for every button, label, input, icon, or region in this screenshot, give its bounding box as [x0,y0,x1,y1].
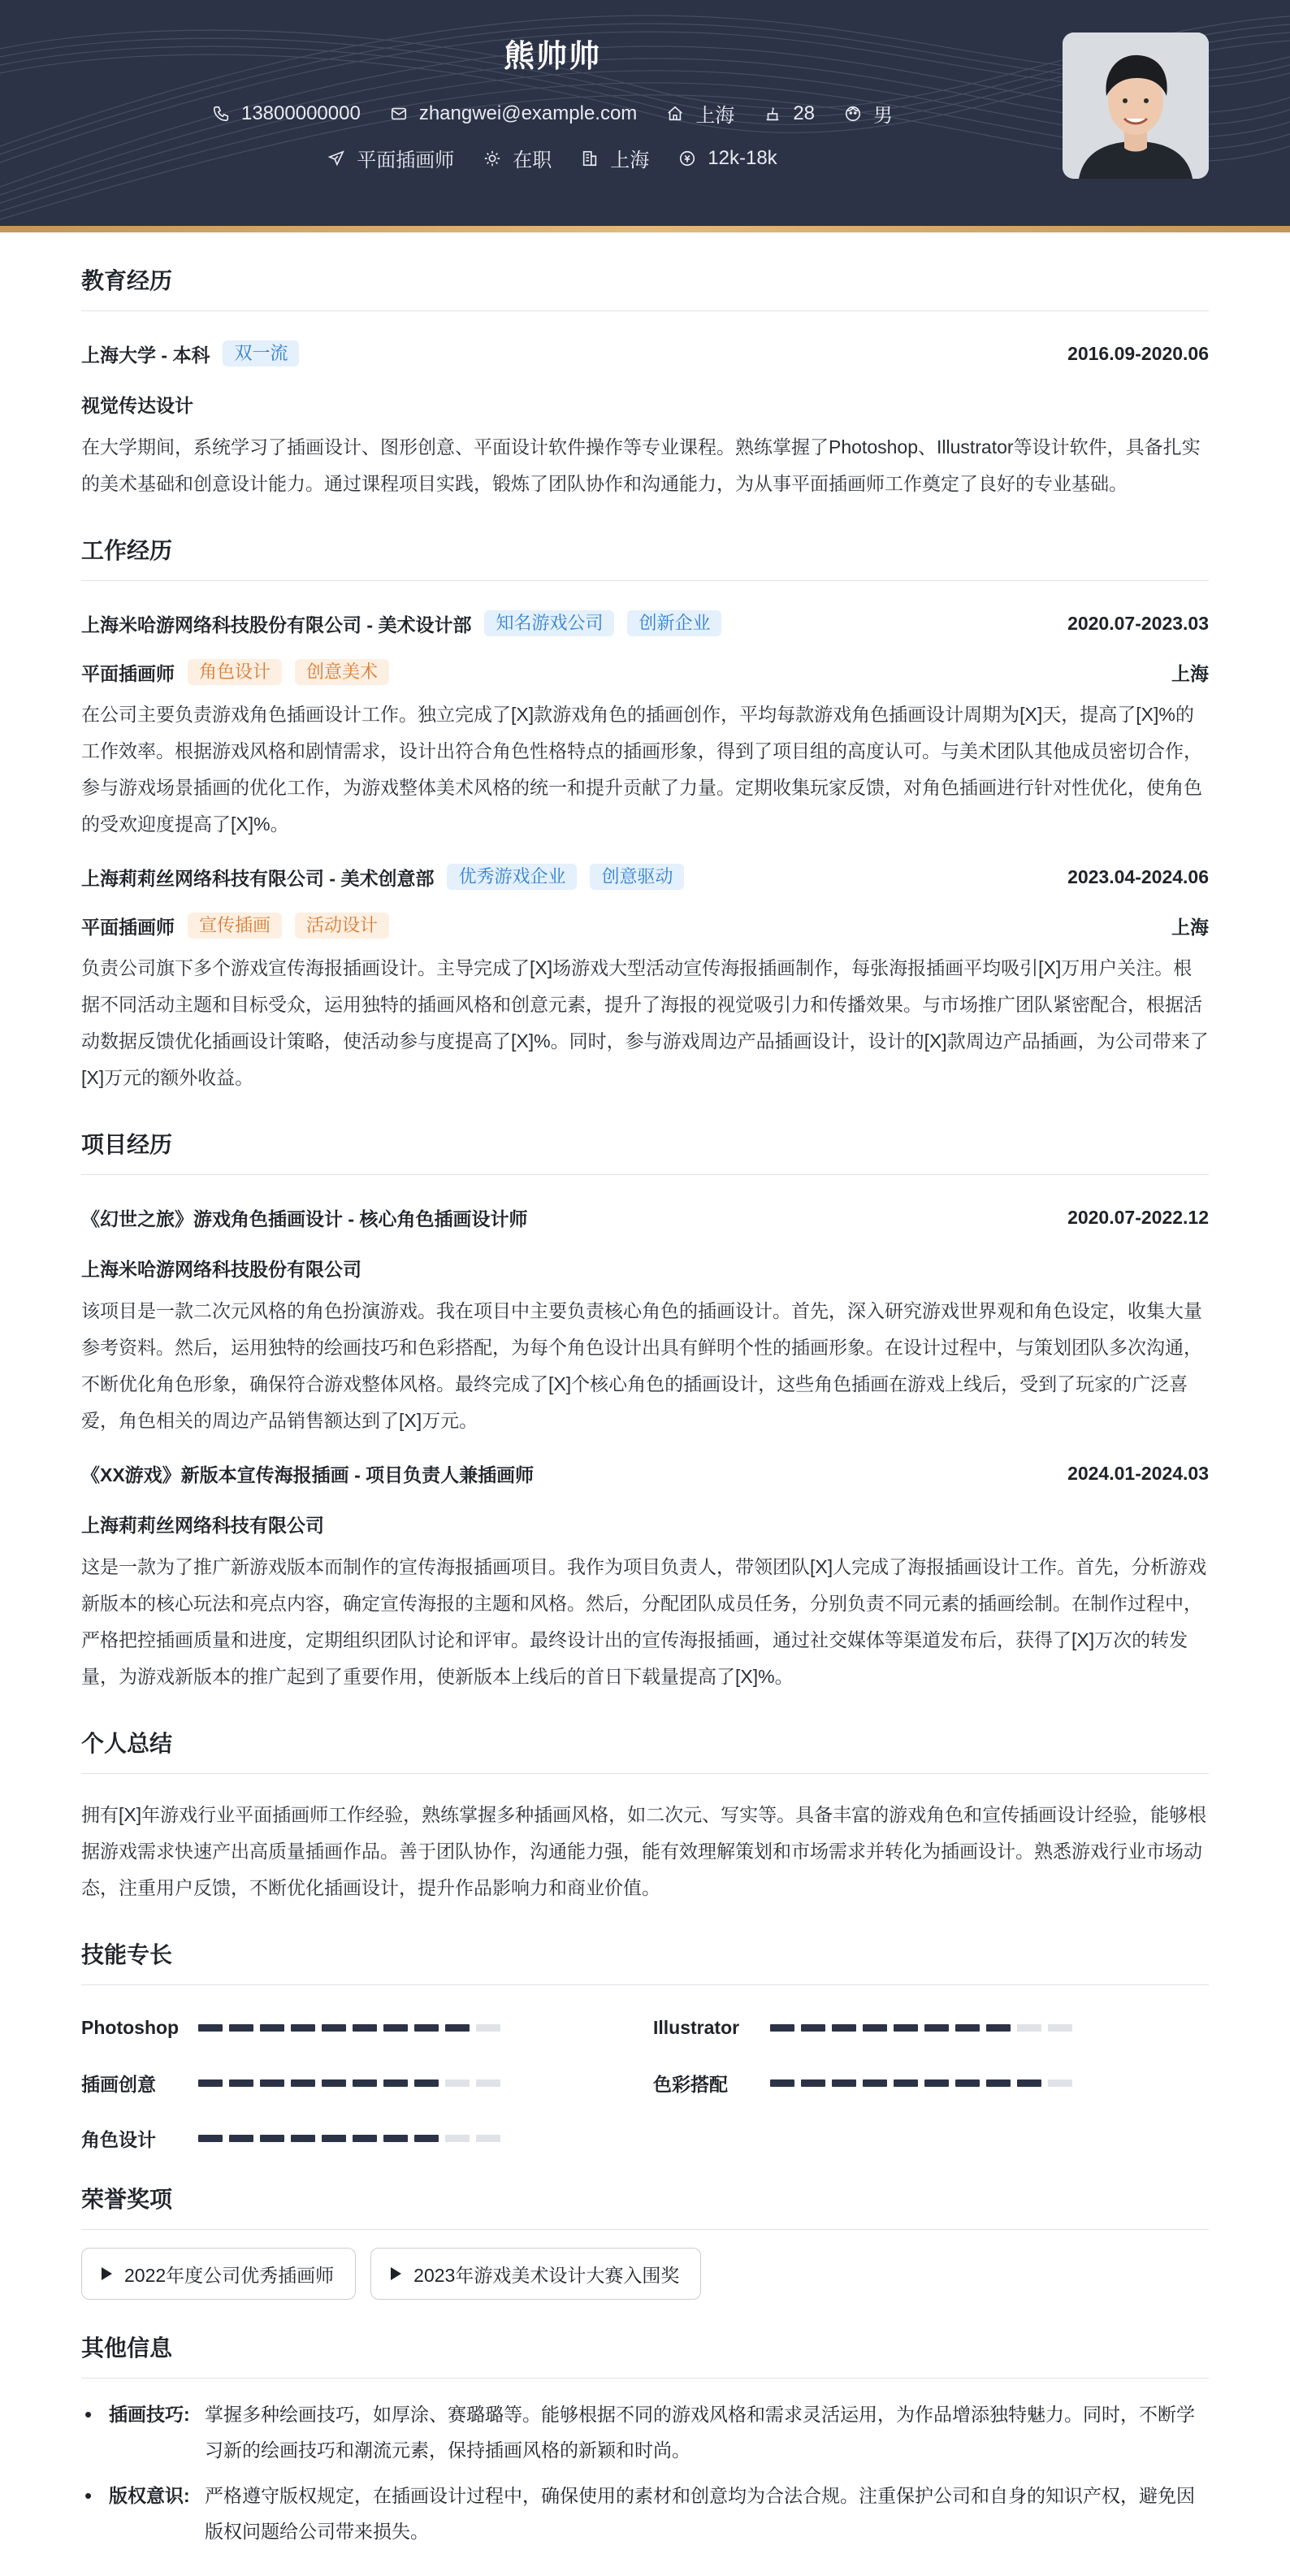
skill-segment-filled [894,2024,918,2032]
role-tag: 创意美术 [295,659,389,685]
skill-segment-filled [353,2079,377,2087]
job-role: 平面插画师 [81,916,175,938]
skills-section [81,1937,1209,2151]
section-title-summary: 个人总结 [81,1726,1209,1774]
age-icon [764,105,781,123]
skill-segment-filled [801,2024,825,2032]
skill-segment-filled [198,2135,223,2142]
work-date: 2023.04-2024.06 [1067,865,1209,887]
status-text: 在职 [513,150,552,171]
school-tag: 双一流 [223,340,299,366]
skill-segment-filled [353,2024,377,2032]
section-title-education: 教育经历 [81,263,1209,311]
project-date: 2020.07-2022.12 [1067,1206,1209,1228]
project-name: 《幻世之旅》游戏角色插画设计 - 核心角色插画设计师 [81,1208,528,1229]
skill-segment-filled [198,2079,223,2087]
skill-segment-filled [260,2079,284,2087]
skill-name: Illustrator [653,2016,740,2038]
skill-segment-filled [986,2024,1011,2032]
job-info-row [0,144,1105,172]
email-text: zhangwei@example.com [418,102,638,124]
work-description: 在公司主要负责游戏角色插画设计工作。独立完成了[X]款游戏角色的插画创作，平均每款游戏角色插画设计周期为[X]天，提高了[X]%的工作效率。根据游戏风格和剧情需求，设计出符合角色性格特点的插画形象，得到了项目组的高度认可。与美术团队其他成员密切合作，参与游戏场景插画的优化工作，为游戏整体美术风格的统一和提升贡献了力量。定期收集玩家反馈，对角色插画进行针对性优化，使角色的受欢迎度提高了[X]%。 [81,704,1202,835]
summary-section [81,1726,1209,1906]
list-item [81,2396,1209,2468]
section-title-awards: 荣誉奖项 [81,2182,1209,2230]
project-company: 上海莉莉丝网络科技有限公司 [81,1515,324,1536]
info-work-city [581,144,649,172]
skill-segment-filled [832,2024,856,2032]
section-title-projects: 项目经历 [81,1127,1209,1175]
skill-segment-filled [291,2024,315,2032]
skill-item [81,2014,653,2040]
skill-item [81,2125,653,2151]
work-section [81,533,1209,1096]
skill-name: 角色设计 [81,2128,156,2150]
other-label: 版权意识: [109,2485,190,2506]
skill-level-bar [198,2024,507,2032]
skill-segment-filled [229,2079,253,2087]
skill-segment-filled [322,2135,346,2142]
info-city [666,99,734,128]
play-triangle-icon [389,2266,402,2281]
skill-segment-filled [770,2079,794,2087]
projects-section [81,1127,1209,1695]
info-status [483,144,552,172]
skill-segment-filled [291,2135,315,2142]
company-name: 上海莉莉丝网络科技有限公司 - 美术创意部 [81,867,435,889]
project-item [81,1204,1209,1439]
skill-segment-empty [476,2079,500,2087]
age-text: 28 [793,102,816,124]
education-section [81,263,1209,502]
project-description: 该项目是一款二次元风格的角色扮演游戏。我在项目中主要负责核心角色的插画设计。首先，深入研究游戏世界观和角色设定，收集大量参考资料。然后，运用独特的绘画技巧和色彩搭配，为每个角色设计出具有鲜明个性的插画形象。在设计过程中，与策划团队多次沟通，不断优化角色形象，确保符合游戏整体风格。最终完成了[X]个核心角色的插画设计，这些角色插画在游戏上线后，受到了玩家的广泛喜爱，角色相关的周边产品销售额达到了[X]万元。 [81,1300,1202,1431]
gender-text: 男 [873,105,894,127]
phone-text: 13800000000 [240,102,361,124]
skill-segment-empty [1048,2079,1072,2087]
skill-segment-filled [955,2024,980,2032]
skill-segment-filled [770,2024,794,2032]
bullet-icon: • [84,2402,93,2426]
skill-segment-filled [986,2079,1011,2087]
education-date: 2016.09-2020.06 [1067,342,1209,364]
city-text: 上海 [695,105,735,127]
info-phone [212,102,361,125]
section-title-others: 其他信息 [81,2331,1209,2379]
work-city-text: 上海 [610,150,650,171]
skill-segment-filled [801,2079,825,2087]
info-gender [844,99,893,128]
school-name: 上海大学 - 本科 [81,344,210,366]
info-position [327,144,454,172]
project-description: 这是一款为了推广新游戏版本而制作的宣传海报插画项目。我作为项目负责人，带领团队[X]人完成了海报插画设计工作。首先，分析游戏新版本的核心玩法和亮点内容，确定宣传海报的主题和风格。然后，分配团队成员任务，分别负责不同元素的插画绘制。在制作过程中，严格把控插画质量和进度，定期组织团队讨论和评审。最终设计出的宣传海报插画，通过社交媒体等渠道发布后，获得了[X]万次的转发量，为游戏新版本的推广起到了重要作用，使新版本上线后的首日下载量提高了[X]%。 [81,1556,1207,1687]
skill-segment-filled [924,2079,949,2087]
skill-segment-filled [383,2079,408,2087]
role-tag: 宣传插画 [188,913,282,939]
skill-name: 插画创意 [81,2073,156,2095]
company-tag: 优秀游戏企业 [447,864,577,890]
gender-icon [844,105,862,123]
other-label: 插画技巧: [109,2404,190,2425]
skill-level-bar [198,2135,507,2142]
award-text: 2023年游戏美术设计大赛入围奖 [413,2264,680,2286]
skill-segment-filled [229,2135,253,2142]
major-name: 视觉传达设计 [81,395,193,416]
skill-segment-filled [260,2024,284,2032]
header-accent-bar [0,226,1290,232]
send-icon [327,150,345,167]
skill-segment-filled [322,2024,346,2032]
work-description: 负责公司旗下多个游戏宣传海报插画设计。主导完成了[X]场游戏大型活动宣传海报插画制作，每张海报插画平均吸引[X]万用户关注。根据不同活动主题和目标受众，运用独特的插画风格和创意元素，提升了海报的视觉吸引力和传播效果。与市场推广团队紧密配合，根据活动数据反馈优化插画设计策略，使活动参与度提高了[X]%。同时，参与游戏周边产品插画设计，设计的[X]款周边产品插画，为公司带来了[X]万元的额外收益。 [81,957,1209,1088]
project-name: 《XX游戏》新版本宣传海报插画 - 项目负责人兼插画师 [81,1464,535,1485]
skill-segment-filled [445,2024,470,2032]
skill-segment-empty [445,2079,470,2087]
skill-segment-empty [1048,2024,1072,2032]
company-tag: 创新企业 [627,610,721,636]
skill-level-bar [198,2079,507,2087]
skill-segment-filled [863,2024,887,2032]
skill-segment-filled [955,2079,980,2087]
skill-segment-filled [260,2135,284,2142]
project-date: 2024.01-2024.03 [1067,1462,1209,1484]
avatar [1063,33,1209,179]
resume-header [0,0,1290,226]
award-item [370,2248,701,2300]
skill-segment-filled [322,2079,346,2087]
skill-item [653,2070,1209,2096]
work-item [81,864,1209,1096]
salary-icon [678,150,696,167]
skill-segment-filled [924,2024,949,2032]
skill-segment-filled [832,2079,856,2087]
role-tag: 角色设计 [188,659,282,685]
skill-segment-filled [414,2135,439,2142]
project-item [81,1460,1209,1695]
skill-name: 色彩搭配 [653,2073,728,2095]
skill-segment-filled [353,2135,377,2142]
phone-icon [212,105,230,123]
skill-segment-filled [383,2135,408,2142]
work-date: 2020.07-2023.03 [1067,612,1209,634]
skill-segment-filled [894,2079,918,2087]
company-tag: 知名游戏公司 [484,610,614,636]
info-age [764,102,815,125]
play-triangle-icon [100,2266,113,2281]
skill-segment-filled [198,2024,223,2032]
skill-level-bar [770,2079,1079,2087]
skill-segment-filled [291,2079,315,2087]
skill-level-bar [770,2024,1079,2032]
resume-body [81,232,1209,2549]
award-text: 2022年度公司优秀插画师 [124,2264,335,2286]
skill-segment-filled [383,2024,408,2032]
section-title-skills: 技能专长 [81,1937,1209,1985]
other-info-list [81,2396,1209,2549]
skill-item [81,2070,653,2096]
awards-list [81,2248,1209,2300]
skill-segment-filled [414,2024,439,2032]
education-description: 在大学期间，系统学习了插画设计、图形创意、平面设计软件操作等专业课程。熟练掌握了Photoshop、Illustrator等设计软件，具备扎实的美术基础和创意设计能力。通过课程项目实践，锻炼了团队协作和沟通能力，为从事平面插画师工作奠定了良好的专业基础。 [81,436,1201,494]
work-item [81,610,1209,843]
skills-grid [81,2014,1209,2151]
skill-name: Photoshop [81,2016,180,2038]
skill-segment-empty [476,2024,500,2032]
company-tag: 创意驱动 [590,864,684,890]
section-title-work: 工作经历 [81,533,1209,581]
work-city: 上海 [1171,662,1209,684]
role-tag: 活动设计 [295,913,389,939]
other-text: 掌握多种绘画技巧，如厚涂、赛璐璐等。能够根据不同的游戏风格和需求灵活运用，为作品增添独特魅力。同时，不断学习新的绘画技巧和潮流元素，保持插画风格的新颖和时尚。 [205,2404,1195,2461]
skill-segment-filled [229,2024,253,2032]
list-item [81,2478,1209,2549]
work-city: 上海 [1171,916,1209,938]
salary-text: 12k-18k [708,146,777,169]
skill-item [653,2014,1209,2040]
mail-icon [390,105,408,123]
candidate-name: 熊帅帅 [503,40,601,74]
education-header-row [81,340,1209,366]
skill-segment-empty [1017,2024,1041,2032]
award-item [81,2248,356,2300]
other-text: 严格遵守版权规定，在插画设计过程中，确保使用的素材和创意均为合法合规。注重保护公司和自身的知识产权，避免因版权问题给公司带来损失。 [205,2485,1195,2542]
skill-segment-filled [863,2079,887,2087]
skill-segment-empty [445,2135,470,2142]
info-email [390,102,638,125]
info-salary [678,147,777,170]
skill-segment-filled [414,2079,439,2087]
job-role: 平面插画师 [81,662,175,684]
status-icon [483,150,501,167]
summary-text: 拥有[X]年游戏行业平面插画师工作经验，熟练掌握多种插画风格，如二次元、写实等。具备丰富的游戏角色和宣传插画设计经验，能够根据游戏需求快速产出高质量插画作品。善于团队协作，沟通能力强，能有效理解策划和市场需求并转化为插画设计。熟悉游戏行业市场动态，注重用户反馈，不断优化插画设计，提升作品影响力和商业价值。 [81,1804,1207,1898]
building-icon [581,150,599,167]
awards-section [81,2182,1209,2300]
skill-segment-empty [476,2135,500,2142]
contact-info-row [0,99,1105,128]
position-text: 平面插画师 [357,150,455,171]
other-info-section [81,2331,1209,2549]
portrait-photo [1063,33,1209,179]
company-name: 上海米哈游网络科技股份有限公司 - 美术设计部 [81,614,472,635]
home-icon [666,105,684,123]
bullet-icon: • [84,2483,93,2508]
skill-segment-filled [1017,2079,1041,2087]
project-company: 上海米哈游网络科技股份有限公司 [81,1259,361,1280]
